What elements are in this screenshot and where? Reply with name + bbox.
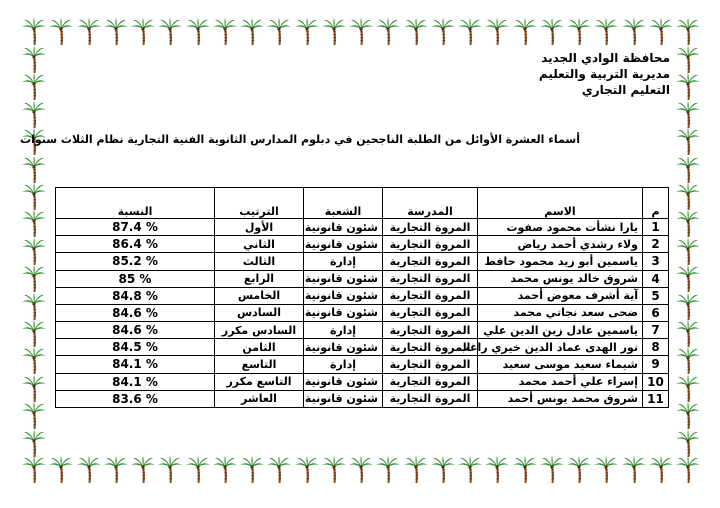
header-branch: الشعبة xyxy=(304,188,383,219)
palm-tree-icon xyxy=(676,430,700,458)
palm-tree-icon xyxy=(622,18,646,46)
table-row xyxy=(56,236,669,253)
cell-percent: 84.1 % xyxy=(56,356,215,373)
cell-rank: التاسع مكرر xyxy=(215,373,304,390)
cell-percent: 86.4 % xyxy=(56,236,215,253)
palm-tree-icon xyxy=(158,456,182,484)
palm-tree-icon xyxy=(676,156,700,184)
cell-percent: 84.6 % xyxy=(56,322,215,339)
palm-tree-icon xyxy=(594,456,618,484)
table-row xyxy=(56,356,669,373)
header-school: المدرسة xyxy=(383,188,478,219)
palm-tree-icon xyxy=(213,18,237,46)
table-row xyxy=(56,253,669,270)
palm-tree-icon xyxy=(676,46,700,74)
palm-tree-icon xyxy=(22,265,46,293)
cell-name: شيماء سعيد موسى سعيد xyxy=(478,356,643,373)
table-row xyxy=(56,287,669,304)
cell-rank: الأول xyxy=(215,219,304,236)
table-row xyxy=(56,322,669,339)
palm-tree-icon xyxy=(676,101,700,129)
palm-tree-icon xyxy=(22,456,46,484)
palm-tree-icon xyxy=(540,18,564,46)
cell-branch: شئون قانونية xyxy=(304,390,383,407)
palm-tree-icon xyxy=(22,347,46,375)
cell-name: ولاء رشدي أحمد رياض xyxy=(478,236,643,253)
palm-tree-icon xyxy=(240,18,264,46)
cell-name: ضحى سعد نجاتي محمد xyxy=(478,304,643,321)
department-label: التعليم التجاري xyxy=(581,83,670,97)
palm-tree-icon xyxy=(22,320,46,348)
palm-tree-icon xyxy=(458,456,482,484)
cell-school: المروة التجارية xyxy=(383,304,478,321)
cell-school: المروة التجارية xyxy=(383,339,478,356)
palm-tree-icon xyxy=(186,18,210,46)
palm-tree-icon xyxy=(676,320,700,348)
cell-num: 8 xyxy=(643,339,669,356)
palm-tree-icon xyxy=(131,456,155,484)
cell-num: 4 xyxy=(643,270,669,287)
palm-tree-icon xyxy=(649,18,673,46)
cell-percent: 84.8 % xyxy=(56,287,215,304)
palm-tree-icon xyxy=(240,456,264,484)
palm-tree-icon xyxy=(349,456,373,484)
palm-tree-icon xyxy=(186,456,210,484)
cell-num: 1 xyxy=(643,219,669,236)
cell-name: شروق محمد يونس أحمد xyxy=(478,390,643,407)
palm-tree-icon xyxy=(22,101,46,129)
palm-tree-icon xyxy=(431,18,455,46)
palm-tree-icon xyxy=(77,18,101,46)
header-percent: النسبة xyxy=(56,188,215,219)
palm-tree-icon xyxy=(676,73,700,101)
table-row xyxy=(56,219,669,236)
cell-percent: 84.1 % xyxy=(56,373,215,390)
palm-tree-icon xyxy=(77,456,101,484)
palm-tree-icon xyxy=(213,456,237,484)
cell-name: إسراء علي أحمد محمد xyxy=(478,373,643,390)
palm-tree-icon xyxy=(676,375,700,403)
palm-tree-icon xyxy=(676,265,700,293)
palm-tree-icon xyxy=(22,375,46,403)
cell-rank: الثالث xyxy=(215,253,304,270)
palm-tree-icon xyxy=(676,238,700,266)
cell-name: يارا نشأت محمود صفوت xyxy=(478,219,643,236)
cell-branch: شئون قانونية xyxy=(304,287,383,304)
cell-percent: 85.2 % xyxy=(56,253,215,270)
palm-tree-icon xyxy=(676,183,700,211)
cell-num: 2 xyxy=(643,236,669,253)
document-header xyxy=(410,50,670,98)
cell-rank: الرابع xyxy=(215,270,304,287)
cell-num: 11 xyxy=(643,390,669,407)
palm-tree-icon xyxy=(349,18,373,46)
cell-num: 10 xyxy=(643,373,669,390)
palm-tree-icon xyxy=(376,456,400,484)
cell-num: 3 xyxy=(643,253,669,270)
cell-branch: شئون قانونية xyxy=(304,236,383,253)
palm-tree-icon xyxy=(404,18,428,46)
cell-rank: الثاني xyxy=(215,236,304,253)
header-name: الاسم xyxy=(478,188,643,219)
cell-branch: شئون قانونية xyxy=(304,219,383,236)
palm-tree-icon xyxy=(649,456,673,484)
palm-tree-icon xyxy=(485,456,509,484)
palm-tree-icon xyxy=(376,18,400,46)
cell-percent: 84.5 % xyxy=(56,339,215,356)
cell-rank: العاشر xyxy=(215,390,304,407)
table-row xyxy=(56,390,669,407)
palm-tree-icon xyxy=(322,18,346,46)
palm-tree-icon xyxy=(676,402,700,430)
cell-name: نور الهدى عماد الدين خيري راغب xyxy=(478,339,643,356)
table-row xyxy=(56,373,669,390)
cell-school: المروة التجارية xyxy=(383,253,478,270)
table-row xyxy=(56,339,669,356)
cell-name: آية أشرف معوض أحمد xyxy=(478,287,643,304)
cell-branch: شئون قانونية xyxy=(304,270,383,287)
table-header-row xyxy=(56,188,669,219)
palm-tree-icon xyxy=(458,18,482,46)
palm-tree-icon xyxy=(513,456,537,484)
cell-rank: التاسع xyxy=(215,356,304,373)
cell-name: ياسمين عادل زين الدين علي xyxy=(478,322,643,339)
cell-percent: 87.4 % xyxy=(56,219,215,236)
palm-tree-icon xyxy=(594,18,618,46)
cell-num: 6 xyxy=(643,304,669,321)
palm-tree-icon xyxy=(567,456,591,484)
cell-branch: إدارة xyxy=(304,322,383,339)
cell-rank: السادس مكرر xyxy=(215,322,304,339)
cell-school: المروة التجارية xyxy=(383,322,478,339)
cell-school: المروة التجارية xyxy=(383,390,478,407)
cell-rank: السادس xyxy=(215,304,304,321)
cell-rank: الخامس xyxy=(215,287,304,304)
cell-rank: الثامن xyxy=(215,339,304,356)
palm-tree-icon xyxy=(131,18,155,46)
palm-tree-icon xyxy=(676,347,700,375)
palm-tree-icon xyxy=(104,456,128,484)
palm-tree-icon xyxy=(676,18,700,46)
palm-tree-icon xyxy=(676,293,700,321)
palm-tree-icon xyxy=(49,456,73,484)
table-body xyxy=(56,219,669,408)
cell-name: شروق خالد يونس محمد xyxy=(478,270,643,287)
palm-tree-icon xyxy=(404,456,428,484)
palm-tree-icon xyxy=(267,18,291,46)
document-title: أسماء العشرة الأوائل من الطلبة الناجحين في دبلوم المدارس الثانوية الفنية التجارية نظام الثلاث سنوات xyxy=(20,133,580,146)
table-row xyxy=(56,270,669,287)
governorate-label: محافظة الوادي الجديد xyxy=(541,51,670,65)
palm-tree-icon xyxy=(485,18,509,46)
cell-school: المروة التجارية xyxy=(383,236,478,253)
palm-tree-icon xyxy=(322,456,346,484)
directorate-label: مديرية التربية والتعليم xyxy=(538,67,670,81)
palm-tree-icon xyxy=(622,456,646,484)
cell-school: المروة التجارية xyxy=(383,373,478,390)
cell-branch: إدارة xyxy=(304,253,383,270)
palm-tree-icon xyxy=(22,46,46,74)
palm-tree-icon xyxy=(22,73,46,101)
cell-branch: شئون قانونية xyxy=(304,373,383,390)
cell-school: المروة التجارية xyxy=(383,219,478,236)
cell-name: ياسمين أبو زيد محمود حافظ xyxy=(478,253,643,270)
cell-school: المروة التجارية xyxy=(383,270,478,287)
table-row xyxy=(56,304,669,321)
palm-tree-icon xyxy=(22,238,46,266)
palm-tree-icon xyxy=(158,18,182,46)
palm-tree-icon xyxy=(22,18,46,46)
palm-tree-icon xyxy=(676,456,700,484)
cell-school: المروة التجارية xyxy=(383,356,478,373)
palm-tree-icon xyxy=(49,18,73,46)
palm-tree-icon xyxy=(22,183,46,211)
palm-tree-icon xyxy=(22,430,46,458)
cell-branch: إدارة xyxy=(304,356,383,373)
cell-num: 9 xyxy=(643,356,669,373)
cell-branch: شئون قانونية xyxy=(304,304,383,321)
cell-percent: 83.6 % xyxy=(56,390,215,407)
palm-tree-icon xyxy=(22,293,46,321)
palm-tree-icon xyxy=(22,402,46,430)
palm-tree-icon xyxy=(676,210,700,238)
cell-num: 5 xyxy=(643,287,669,304)
cell-school: المروة التجارية xyxy=(383,287,478,304)
palm-tree-icon xyxy=(267,456,291,484)
palm-tree-icon xyxy=(676,128,700,156)
palm-tree-icon xyxy=(513,18,537,46)
palm-tree-icon xyxy=(22,156,46,184)
palm-tree-icon xyxy=(431,456,455,484)
header-num: م xyxy=(643,188,669,219)
palm-tree-icon xyxy=(295,456,319,484)
cell-percent: 84.6 % xyxy=(56,304,215,321)
palm-tree-icon xyxy=(295,18,319,46)
cell-percent: 85 % xyxy=(56,270,215,287)
palm-tree-icon xyxy=(540,456,564,484)
results-table xyxy=(55,187,669,408)
palm-tree-icon xyxy=(567,18,591,46)
cell-num: 7 xyxy=(643,322,669,339)
palm-tree-icon xyxy=(104,18,128,46)
header-rank: الترتيب xyxy=(215,188,304,219)
palm-tree-icon xyxy=(22,210,46,238)
cell-branch: شئون قانونية xyxy=(304,339,383,356)
